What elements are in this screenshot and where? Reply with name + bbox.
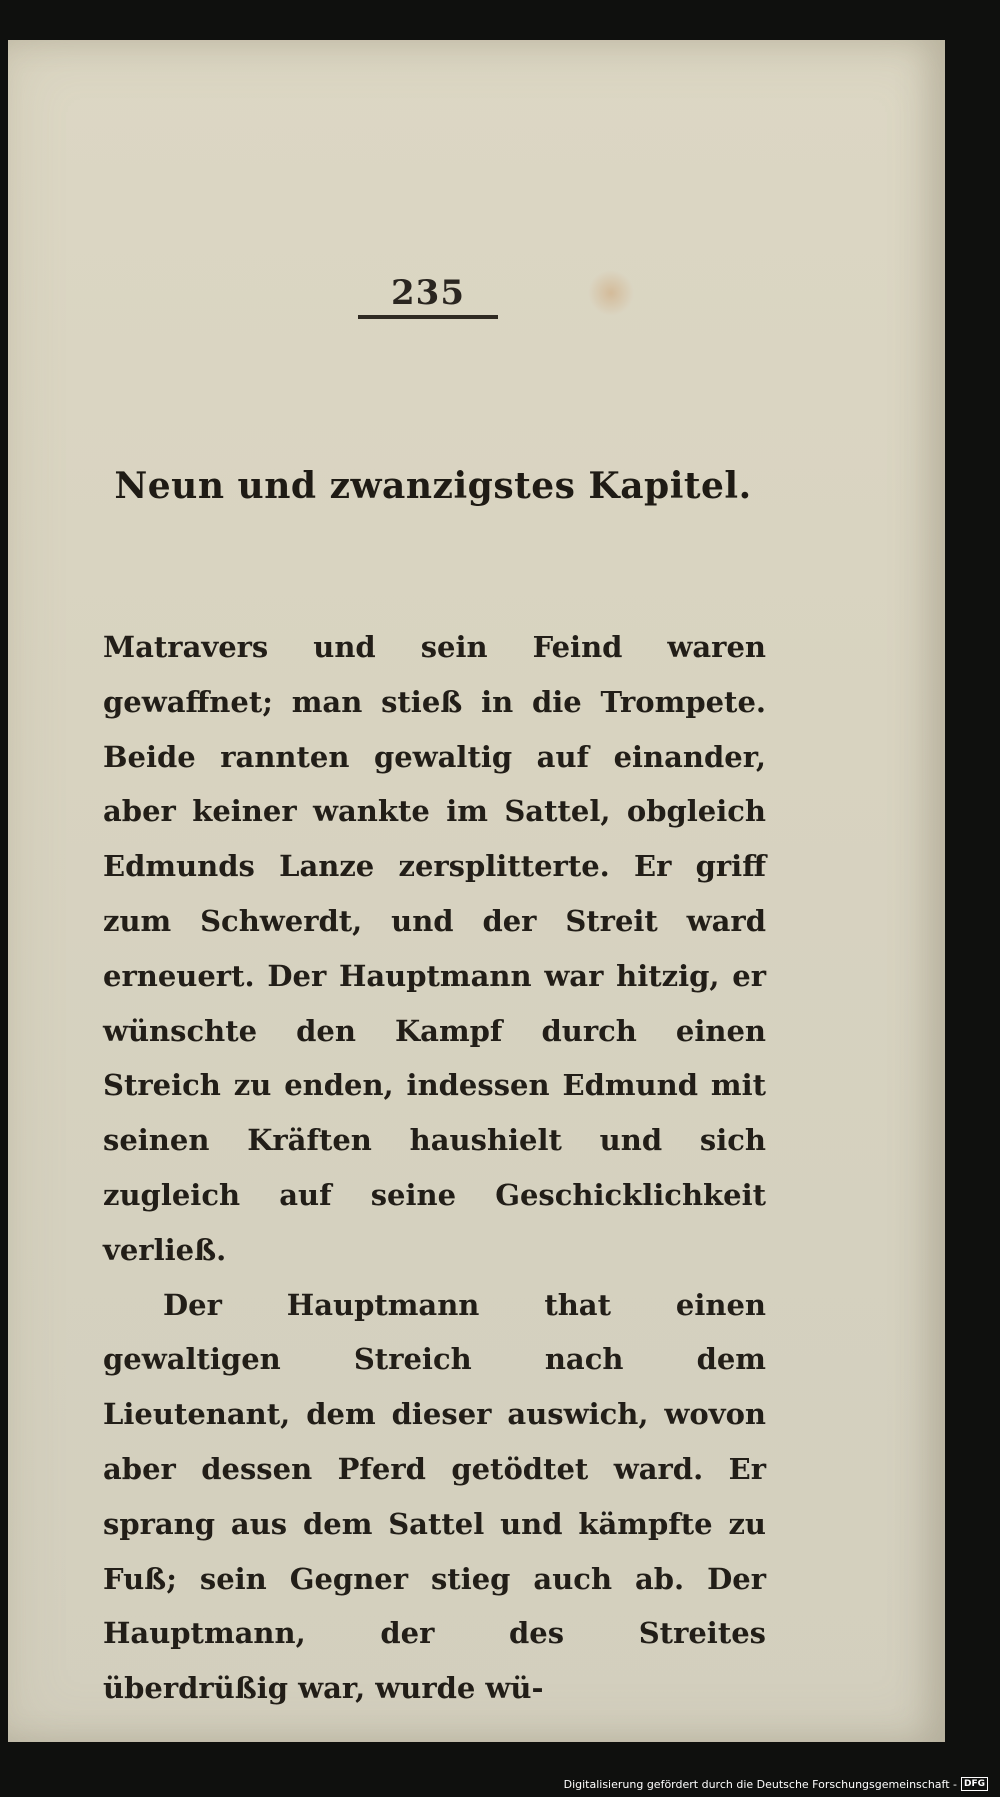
page-number-rule	[358, 315, 498, 319]
body-text	[103, 620, 766, 1716]
paragraph-2: Der Hauptmann that einen gewaltigen Streich nach dem Lieutenant, dem dieser auswich, wovon aber dessen Pferd getödtet ward. Er sprang aus dem Sattel und kämpfte zu Fuß; sein Gegner stieg auch ab. Der Hauptmann, der des Streites überdrüßig war, wurde wü-	[103, 1287, 766, 1706]
credit-text: Digitalisierung gefördert durch die Deutsche Forschungsgemeinschaft -	[563, 1777, 957, 1791]
dfg-logo: DFG	[961, 1777, 988, 1791]
page-number: 235	[391, 273, 465, 313]
paper-stain	[588, 270, 634, 316]
paragraph-1: Matravers und sein Feind waren gewaffnet; man stieß in die Trompete. Beide rannten gewaltig auf einander, aber keiner wankte im Sattel, obgleich Edmunds Lanze zersplitterte. Er griff zum Schwerdt, und der Streit ward erneuert. Der Hauptmann war hitzig, er wünschte den Kampf durch einen Streich zu enden, indessen Edmund mit seinen Kräften haushielt und sich zugleich auf seine Geschicklichkeit verließ.	[103, 630, 766, 1267]
book-page	[8, 40, 945, 1742]
digitization-credit	[560, 1775, 992, 1793]
chapter-heading: Neun und zwanzigstes Kapitel.	[114, 465, 752, 507]
page-number-header	[358, 273, 498, 319]
